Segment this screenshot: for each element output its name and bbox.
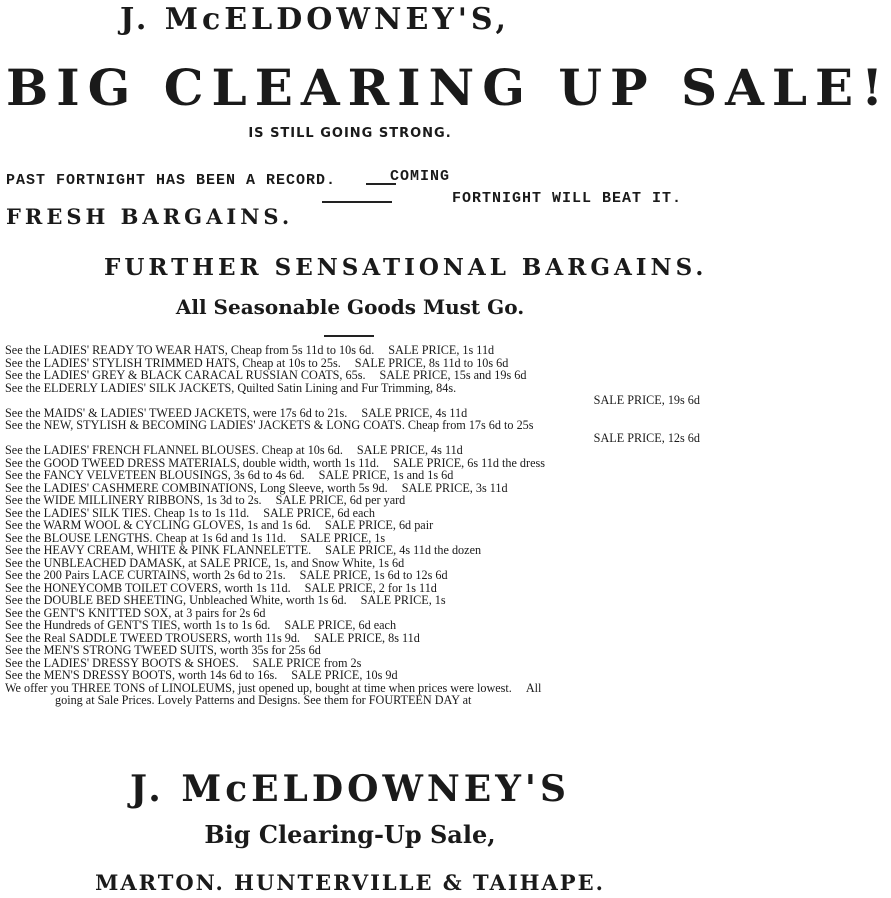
seasonable-goods: All Seasonable Goods Must Go. [175,295,525,319]
item-price: SALE PRICE, 4s 11d [356,443,463,457]
item-price: SALE PRICE, 6d pair [324,518,434,532]
divider [324,335,374,337]
list-item [5,544,700,557]
list-item [5,469,700,482]
item-text: See the 200 Pairs LACE CURTAINS, worth 2s 6d to 21s. [5,568,286,582]
item-text: See the HONEYCOMB TOILET COVERS, worth 1s 11d. [5,580,291,595]
item-price: SALE PRICE, 6d per yard [275,493,406,507]
item-price: SALE PRICE, 8s 11d [313,630,420,645]
item-price: SALE PRICE, 1s [300,530,386,545]
list-item [5,494,700,507]
item-price: SALE PRICE, 15s and 19s 6d [379,368,527,382]
item-text: See the WARM WOOL & CYCLING GLOVES, 1s and 1s 6d. [5,518,311,532]
item-price: SALE PRICE, 2 for 1s 11d [304,580,437,595]
item-text: See the LADIES' STYLISH TRIMMED HATS, Cheap at 10s to 25s. [5,355,341,370]
item-text: See the LADIES' SILK TIES. Cheap 1s to 1s 11d. [5,505,250,520]
item-price: SALE PRICE, 10s 9d [291,668,398,682]
item-text: See the BLOUSE LENGTHS. Cheap at 1s 6d and 1s 11d. [5,530,287,545]
item-price: SALE PRICE, 1s and 1s 6d [318,468,454,482]
further-bargains: FURTHER SENSATIONAL BARGAINS. [104,254,708,281]
divider [322,201,392,203]
footer-brand: J. McELDOWNEY'S [130,768,570,810]
item-text: See the FANCY VELVETEEN BLOUSINGS, 3s 6d to 4s 6d. [5,468,305,482]
list-item [5,644,700,657]
item-price: SALE PRICE from 2s [252,655,362,670]
item-text: See the DOUBLE BED SHEETING, Unbleached White, worth 1s 6d. [5,593,347,607]
list-item [5,419,700,432]
footer-sale: Big Clearing-Up Sale, [204,820,496,849]
coming-notice: COMING [390,168,451,185]
list-item [5,394,700,407]
item-text: See the LADIES' CASHMERE COMBINATIONS, Long Sleeve, worth 5s 9d. [5,480,388,495]
header-brand: J. McELDOWNEY'S, [120,2,510,37]
list-item [5,694,700,707]
list-item [5,594,700,607]
beat-notice: FORTNIGHT WILL BEAT IT. [452,190,683,207]
item-price: SALE PRICE, 1s [360,593,446,607]
list-item [5,619,700,632]
item-text: We offer you THREE TONS of LINOLEUMS, just opened up, bought at time when prices were lowest. [5,680,512,695]
record-notice: PAST FORTNIGHT HAS BEEN A RECORD. [6,172,337,189]
item-text: See the LADIES' GREY & BLACK CARACAL RUSSIAN COATS, 65s. [5,368,366,382]
footer-towns: MARTON. HUNTERVILLE & TAIHAPE. [95,870,605,895]
item-price: SALE PRICE, 4s 11d [361,405,468,420]
item-price: SALE PRICE, 6d each [284,618,397,632]
list-item [5,519,700,532]
item-text: See the UNBLEACHED DAMASK, at SALE PRICE, 1s, and Snow White, 1s 6d [5,555,405,570]
sale-items-list [5,344,700,707]
list-item [5,444,700,457]
list-item [5,369,700,382]
item-text: See the GENT'S KNITTED SOX, at 3 pairs for 2s 6d [5,605,266,620]
item-price: All [525,680,542,695]
item-text: going at Sale Prices. Lovely Patterns and Designs. See them for FOURTEEN DAY at [55,693,472,707]
list-item [5,569,700,582]
item-price: SALE PRICE, 12s 6d [593,430,700,445]
item-text: See the LADIES' READY TO WEAR HATS, Cheap from 5s 11d to 10s 6d. [5,343,375,357]
item-price: SALE PRICE, 6d each [263,505,375,520]
item-price: SALE PRICE, 6s 11d the dress [393,455,545,470]
headline: BIG CLEARING UP SALE! [6,58,891,117]
item-text: See the LADIES' FRENCH FLANNEL BLOUSES. Cheap at 10s 6d. [5,443,343,457]
list-item [5,669,700,682]
item-text: See the NEW, STYLISH & BECOMING LADIES' JACKETS & LONG COATS. Cheap from 17s 6d to 25s [5,418,534,432]
item-text: See the Hundreds of GENT'S TIES, worth 1s to 1s 6d. [5,618,271,632]
item-price: SALE PRICE, 8s 11d to 10s 6d [354,355,509,370]
subline: IS STILL GOING STRONG. [248,126,452,141]
item-price: SALE PRICE, 4s 11d the dozen [325,543,482,557]
item-text: See the LADIES' DRESSY BOOTS & SHOES. [5,655,239,670]
list-item [5,344,700,357]
item-text: See the GOOD TWEED DRESS MATERIALS, double width, worth 1s 11d. [5,455,380,470]
item-price: SALE PRICE, 1s 6d to 12s 6d [299,568,448,582]
fresh-bargains: FRESH BARGAINS. [6,204,294,229]
item-price: SALE PRICE, 1s 11d [388,343,495,357]
item-price: SALE PRICE, 3s 11d [401,480,508,495]
item-text: See the MEN'S DRESSY BOOTS, worth 14s 6d to 16s. [5,668,278,682]
item-price: SALE PRICE, 19s 6d [593,393,700,407]
item-text: See the WIDE MILLINERY RIBBONS, 1s 3d to 2s. [5,493,262,507]
item-text: See the HEAVY CREAM, WHITE & PINK FLANNELETTE. [5,543,312,557]
item-text: See the Real SADDLE TWEED TROUSERS, worth 11s 9d. [5,630,300,645]
item-text: See the MEN'S STRONG TWEED SUITS, worth 35s for 25s 6d [5,643,321,657]
item-text: See the ELDERLY LADIES' SILK JACKETS, Quilted Satin Lining and Fur Trimming, 84s. [5,380,457,395]
item-text: See the MAIDS' & LADIES' TWEED JACKETS, were 17s 6d to 21s. [5,405,348,420]
